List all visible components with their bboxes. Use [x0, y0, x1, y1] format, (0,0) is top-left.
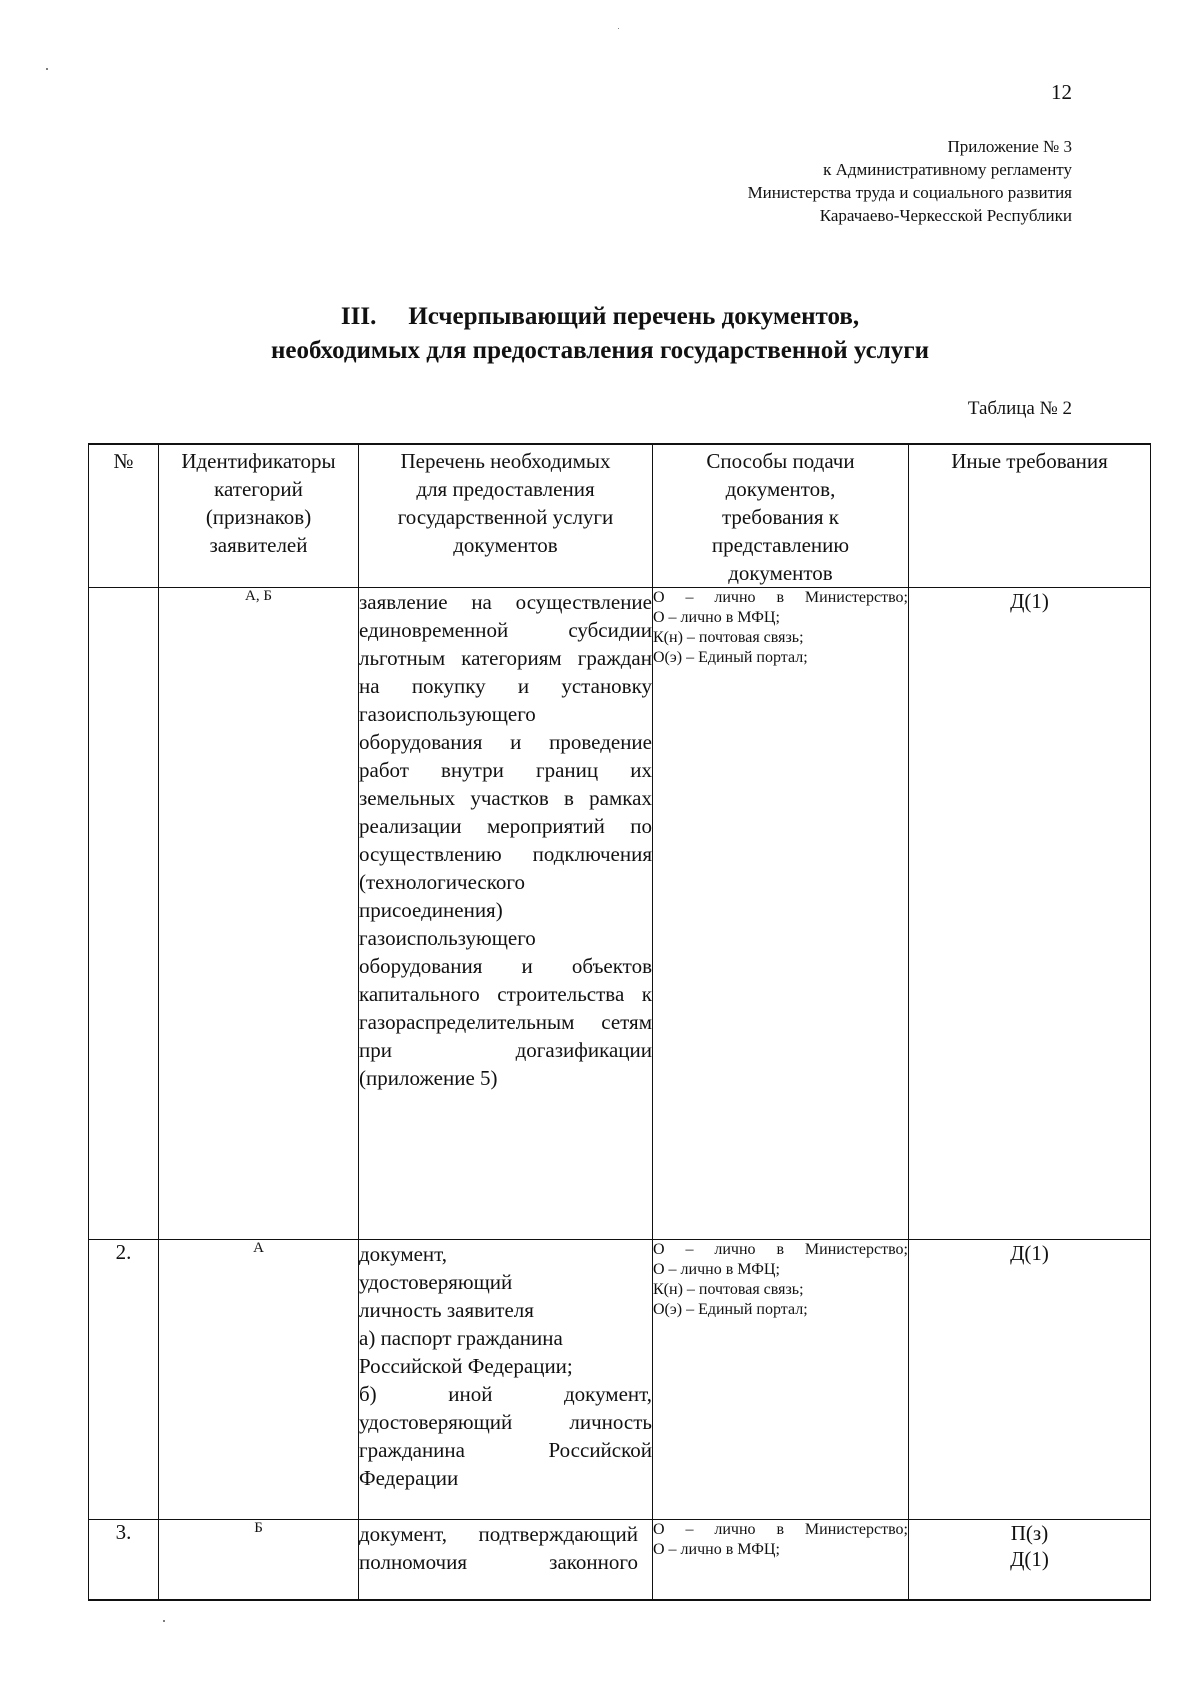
appendix-line: к Административному регламенту: [823, 160, 1072, 179]
table-row: [89, 588, 1151, 1240]
method-line: О – лично в Министерство;: [653, 1241, 908, 1258]
method-line: О(э) – Единый портал;: [653, 649, 808, 666]
row-document: заявление на осуществление единовременной субсидии льготным категориям граждан на покупку и установку газоиспользующего оборудования и проведение работ внутри границ их земельных участков в рамках реализации мероприятий по осуществлению подключения (технологического присоединения) газоиспользующего оборудования и объектов капитального строительства к газораспределительным сетям при догазификации (приложение 5): [359, 588, 653, 1240]
table-header-row: [89, 444, 1151, 588]
appendix-line: Министерства труда и социального развития: [747, 183, 1072, 202]
row-other-requirements: Д(1): [909, 1240, 1151, 1520]
method-line: О – лично в МФЦ;: [653, 1541, 780, 1558]
section-title-line-1: [0, 300, 1200, 334]
row-category: А, Б: [159, 588, 359, 1240]
requirement-code: Д(1): [1010, 1547, 1049, 1571]
row-category: Б: [159, 1520, 359, 1601]
table-row: [89, 1520, 1151, 1601]
method-line: О – лично в Министерство;: [653, 1521, 908, 1538]
table-label: Таблица № 2: [967, 398, 1072, 419]
section-roman-number: III.: [340, 303, 377, 330]
document-part: б) иной документ, удостоверяющий личность гражданина Российской Федерации: [359, 1382, 652, 1490]
row-other-requirements: Д(1): [909, 588, 1151, 1240]
row-category: А: [159, 1240, 359, 1520]
section-title: [0, 300, 1200, 368]
method-line: О – лично в МФЦ;: [653, 609, 780, 626]
appendix-line: Карачаево-Черкесской Республики: [819, 206, 1072, 225]
section-title-text-1: Исчерпывающий перечень документов,: [408, 303, 860, 330]
table-row: [89, 1240, 1151, 1520]
scan-speck: [618, 28, 619, 29]
method-line: О – лично в МФЦ;: [653, 1261, 780, 1278]
row-methods: [653, 588, 909, 1240]
row-number: 3.: [89, 1520, 159, 1601]
method-line: О(э) – Единый портал;: [653, 1301, 808, 1318]
documents-table: [88, 443, 1151, 1601]
row-document: документ, подтверждающий полномочия законного: [359, 1520, 653, 1601]
requirement-code: П(з): [1010, 1521, 1049, 1545]
appendix-reference: [748, 135, 1072, 227]
appendix-line: Приложение № 3: [947, 137, 1072, 156]
row-number: 2.: [89, 1240, 159, 1520]
row-number: [89, 588, 159, 1240]
header-documents: Перечень необходимых для предоставления государственной услуги документов: [359, 444, 653, 588]
method-line: О – лично в Министерство;: [653, 589, 908, 606]
row-methods: [653, 1520, 909, 1601]
section-title-line-2: необходимых для предоставления государственной услуги: [271, 337, 929, 364]
header-other: Иные требования: [909, 444, 1151, 588]
scan-speck: [163, 1620, 165, 1622]
row-document: [359, 1240, 653, 1520]
method-line: К(н) – почтовая связь;: [653, 1281, 804, 1298]
document-part: документ, удостоверяющий личность заявителя: [359, 1242, 534, 1322]
header-methods: Способы подачи документов, требования к представлению документов: [653, 444, 909, 588]
scan-speck: [46, 68, 48, 70]
row-methods: [653, 1240, 909, 1520]
header-num: №: [89, 444, 159, 588]
method-line: К(н) – почтовая связь;: [653, 629, 804, 646]
row-other-requirements: [909, 1520, 1151, 1601]
page-number: 12: [1051, 80, 1072, 104]
header-identifiers: Идентификаторы категорий (признаков) заявителей: [159, 444, 359, 588]
document-part: а) паспорт гражданина Российской Федерации;: [359, 1326, 573, 1378]
